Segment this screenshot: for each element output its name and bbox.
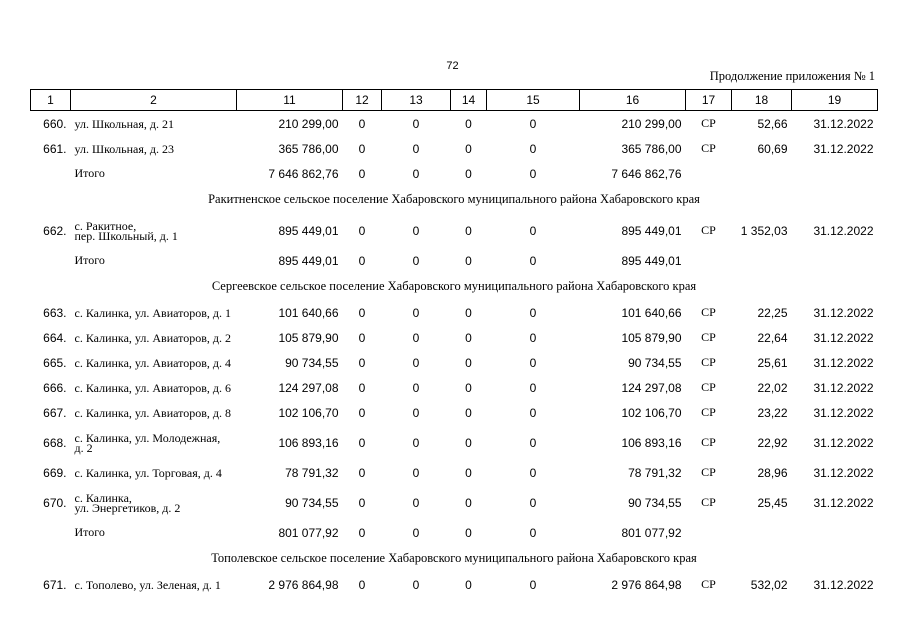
cell-col-18: 25,61 [757, 355, 788, 370]
cell-col-19: 31.12.2022 [813, 355, 874, 370]
total-label: Итого [74, 253, 105, 267]
cell-col-16: 90 734,55 [628, 355, 682, 370]
cell-col-13: 0 [412, 465, 420, 480]
cell-col-14: 0 [465, 253, 472, 268]
table-row [31, 325, 878, 350]
cell-col-14: 0 [465, 166, 472, 181]
cell-col-15: 0 [529, 465, 537, 480]
cell-col-11: 106 893,16 [278, 435, 339, 450]
address-text: с. Калинка, ул. Авиаторов, д. 1 [74, 305, 231, 320]
cell-col-16: 101 640,66 [621, 305, 682, 320]
address-text: с. Калинка, ул. Авиаторов, д. 8 [74, 405, 231, 420]
address-cell [71, 375, 237, 400]
cell-col-18: 22,25 [757, 305, 788, 320]
cell-col-19: 31.12.2022 [813, 223, 874, 238]
cell-col-19: 31.12.2022 [813, 495, 874, 510]
total-row [31, 520, 878, 545]
address-text: с. Калинка, ул. Авиаторов, д. 4 [74, 355, 231, 370]
cell-col-18: 25,45 [757, 495, 788, 510]
cell-col-11: 365 786,00 [278, 141, 339, 156]
cell-col-17: СР [701, 405, 716, 419]
table-row [31, 460, 878, 485]
cell-col-17: СР [701, 355, 716, 369]
cell-col-12: 0 [358, 223, 366, 238]
cell-col-15: 0 [529, 141, 537, 156]
address-text: ул. Школьная, д. 23 [74, 141, 174, 156]
cell-col-15: 0 [529, 355, 537, 370]
cell-col-14: 0 [465, 380, 472, 395]
table-row [31, 400, 878, 425]
page-number: 72 [446, 60, 459, 72]
row-number [31, 520, 71, 545]
cell-col-19 [792, 520, 878, 545]
header-col-13: 13 [382, 90, 451, 111]
cell-col-17: СР [701, 435, 716, 449]
address-text: с. Калинка, ул. Авиаторов, д. 2 [74, 330, 231, 345]
row-number: 668. [43, 435, 67, 450]
cell-col-12: 0 [358, 355, 366, 370]
cell-col-16: 78 791,32 [628, 465, 682, 480]
header-col-15: 15 [487, 90, 580, 111]
address-cell [71, 213, 237, 248]
cell-col-14: 0 [465, 223, 472, 238]
cell-col-12: 0 [358, 305, 366, 320]
address-text: с. Ракитное, пер. Школьный, д. 1 [74, 218, 178, 243]
cell-col-16: 90 734,55 [628, 495, 682, 510]
section-title: Тополевское сельское поселение Хабаровского муниципального района Хабаровского края [211, 551, 697, 565]
header-col-19: 19 [792, 90, 878, 111]
cell-col-12: 0 [358, 495, 366, 510]
row-number: 666. [43, 380, 67, 395]
cell-col-19 [792, 161, 878, 186]
cell-col-19 [792, 248, 878, 273]
total-row [31, 161, 878, 186]
header-col-11: 11 [237, 90, 343, 111]
cell-col-17 [686, 161, 732, 186]
cell-col-14: 0 [465, 465, 472, 480]
cell-col-17: СР [701, 116, 716, 130]
table-row [31, 425, 878, 460]
cell-col-18: 28,96 [757, 465, 788, 480]
cell-col-12: 0 [358, 253, 366, 268]
cell-col-18 [732, 520, 792, 545]
cell-col-17: СР [701, 495, 716, 509]
cell-col-13: 0 [412, 405, 420, 420]
cell-col-18: 22,64 [757, 330, 788, 345]
cell-col-12: 0 [358, 525, 366, 540]
cell-col-19: 31.12.2022 [813, 405, 874, 420]
cell-col-11: 895 449,01 [278, 253, 339, 268]
cell-col-12: 0 [358, 330, 366, 345]
table-body [31, 111, 878, 598]
cell-col-14: 0 [465, 330, 472, 345]
header-col-12: 12 [343, 90, 382, 111]
cell-col-17: СР [701, 223, 716, 237]
cell-col-13: 0 [412, 305, 420, 320]
cell-col-11: 895 449,01 [278, 223, 339, 238]
address-text: с. Калинка, ул. Торговая, д. 4 [74, 465, 222, 480]
header-col-17: 17 [686, 90, 732, 111]
cell-col-14: 0 [465, 355, 472, 370]
address-cell [71, 136, 237, 161]
cell-col-15: 0 [529, 495, 537, 510]
table-row [31, 485, 878, 520]
row-number: 670. [43, 495, 67, 510]
cell-col-14: 0 [465, 405, 472, 420]
cell-col-11: 2 976 864,98 [268, 577, 339, 592]
cell-col-13: 0 [412, 330, 420, 345]
cell-col-15: 0 [529, 380, 537, 395]
cell-col-18: 1 352,03 [740, 223, 788, 238]
section-row [31, 186, 878, 213]
address-text: с. Калинка, ул. Авиаторов, д. 6 [74, 380, 231, 395]
cell-col-11: 210 299,00 [278, 116, 339, 131]
cell-col-16: 801 077,92 [621, 525, 682, 540]
cell-col-14: 0 [465, 525, 472, 540]
address-cell [71, 572, 237, 597]
cell-col-15: 0 [529, 405, 537, 420]
cell-col-15: 0 [529, 525, 537, 540]
table-row [31, 111, 878, 137]
cell-col-15: 0 [529, 223, 537, 238]
cell-col-12: 0 [358, 577, 366, 592]
cell-col-11: 102 106,70 [278, 405, 339, 420]
cell-col-18: 22,92 [757, 435, 788, 450]
cell-col-11: 7 646 862,76 [268, 166, 339, 181]
row-number: 671. [43, 577, 67, 592]
cell-col-18: 60,69 [757, 141, 788, 156]
cell-col-16: 210 299,00 [621, 116, 682, 131]
section-title: Сергеевское сельское поселение Хабаровского муниципального района Хабаровского края [211, 279, 697, 293]
cell-col-11: 124 297,08 [278, 380, 339, 395]
address-cell [71, 350, 237, 375]
address-cell [71, 400, 237, 425]
cell-col-15: 0 [529, 435, 537, 450]
cell-col-11: 105 879,90 [278, 330, 339, 345]
cell-col-11: 801 077,92 [278, 525, 339, 540]
cell-col-15: 0 [529, 253, 537, 268]
table-row [31, 213, 878, 248]
cell-col-11: 78 791,32 [285, 465, 339, 480]
total-label: Итого [74, 525, 105, 539]
cell-col-13: 0 [412, 116, 420, 131]
header-col-1: 1 [31, 90, 71, 111]
row-number [31, 248, 71, 273]
table-row [31, 375, 878, 400]
address-text: с. Калинка, ул. Энергетиков, д. 2 [74, 490, 181, 515]
cell-col-13: 0 [412, 495, 420, 510]
row-number: 667. [43, 405, 67, 420]
cell-col-13: 0 [412, 525, 420, 540]
cell-col-13: 0 [412, 223, 420, 238]
address-text: ул. Школьная, д. 21 [74, 116, 174, 131]
address-cell [71, 460, 237, 485]
section-row [31, 273, 878, 300]
row-number: 669. [43, 465, 67, 480]
cell-col-17: СР [701, 465, 716, 479]
row-number: 663. [43, 305, 67, 320]
header-row [31, 90, 878, 111]
cell-col-12: 0 [358, 435, 366, 450]
cell-col-13: 0 [412, 380, 420, 395]
cell-col-14: 0 [465, 577, 472, 592]
cell-col-12: 0 [358, 405, 366, 420]
cell-col-15: 0 [529, 116, 537, 131]
cell-col-16: 365 786,00 [621, 141, 682, 156]
total-row [31, 248, 878, 273]
cell-col-17 [686, 248, 732, 273]
cell-col-15: 0 [529, 577, 537, 592]
cell-col-16: 105 879,90 [621, 330, 682, 345]
cell-col-13: 0 [412, 141, 420, 156]
header-col-16: 16 [580, 90, 686, 111]
continuation-note: Продолжение приложения № 1 [709, 69, 875, 83]
cell-col-16: 102 106,70 [621, 405, 682, 420]
cell-col-12: 0 [358, 141, 366, 156]
section-row [31, 545, 878, 572]
cell-col-19: 31.12.2022 [813, 141, 874, 156]
cell-col-14: 0 [465, 435, 472, 450]
address-cell [71, 425, 237, 460]
row-number: 660. [43, 116, 67, 131]
table-row [31, 136, 878, 161]
header-col-2: 2 [71, 90, 237, 111]
table-row [31, 350, 878, 375]
cell-col-16: 106 893,16 [621, 435, 682, 450]
cell-col-17: СР [701, 330, 716, 344]
cell-col-13: 0 [412, 355, 420, 370]
register-table [30, 89, 878, 597]
header-col-18: 18 [732, 90, 792, 111]
cell-col-19: 31.12.2022 [813, 577, 874, 592]
cell-col-19: 31.12.2022 [813, 435, 874, 450]
cell-col-13: 0 [412, 253, 420, 268]
address-cell [71, 325, 237, 350]
cell-col-17: СР [701, 141, 716, 155]
cell-col-15: 0 [529, 330, 537, 345]
cell-col-19: 31.12.2022 [813, 330, 874, 345]
cell-col-12: 0 [358, 465, 366, 480]
cell-col-12: 0 [358, 166, 366, 181]
cell-col-18: 532,02 [750, 577, 788, 592]
cell-col-18: 23,22 [757, 405, 788, 420]
address-text: с. Тополево, ул. Зеленая, д. 1 [74, 577, 221, 592]
row-number: 665. [43, 355, 67, 370]
address-cell [71, 111, 237, 137]
cell-col-16: 7 646 862,76 [611, 166, 682, 181]
cell-col-11: 90 734,55 [285, 355, 339, 370]
cell-col-11: 101 640,66 [278, 305, 339, 320]
row-number: 664. [43, 330, 67, 345]
address-cell [71, 300, 237, 325]
cell-col-15: 0 [529, 166, 537, 181]
cell-col-14: 0 [465, 116, 472, 131]
table-row [31, 300, 878, 325]
cell-col-18: 52,66 [757, 116, 788, 131]
cell-col-17 [686, 520, 732, 545]
cell-col-16: 895 449,01 [621, 223, 682, 238]
cell-col-17: СР [701, 380, 716, 394]
cell-col-14: 0 [465, 141, 472, 156]
cell-col-19: 31.12.2022 [813, 305, 874, 320]
address-cell [71, 485, 237, 520]
cell-col-11: 90 734,55 [285, 495, 339, 510]
row-number: 661. [43, 141, 67, 156]
cell-col-19: 31.12.2022 [813, 116, 874, 131]
cell-col-13: 0 [412, 577, 420, 592]
cell-col-19: 31.12.2022 [813, 380, 874, 395]
cell-col-18: 22,02 [757, 380, 788, 395]
total-label: Итого [74, 166, 105, 180]
cell-col-17: СР [701, 305, 716, 319]
row-number: 662. [43, 223, 67, 238]
header-col-14: 14 [451, 90, 487, 111]
cell-col-14: 0 [465, 495, 472, 510]
cell-col-13: 0 [412, 166, 420, 181]
cell-col-17: СР [701, 577, 716, 591]
cell-col-18 [732, 248, 792, 273]
cell-col-18 [732, 161, 792, 186]
cell-col-12: 0 [358, 380, 366, 395]
cell-col-12: 0 [358, 116, 366, 131]
table-row [31, 572, 878, 597]
cell-col-13: 0 [412, 435, 420, 450]
cell-col-16: 895 449,01 [621, 253, 682, 268]
address-text: с. Калинка, ул. Молодежная, д. 2 [74, 430, 221, 455]
cell-col-19: 31.12.2022 [813, 465, 874, 480]
cell-col-14: 0 [465, 305, 472, 320]
row-number [31, 161, 71, 186]
cell-col-16: 124 297,08 [621, 380, 682, 395]
cell-col-15: 0 [529, 305, 537, 320]
section-title: Ракитненское сельское поселение Хабаровского муниципального района Хабаровского края [208, 192, 700, 206]
cell-col-16: 2 976 864,98 [611, 577, 682, 592]
